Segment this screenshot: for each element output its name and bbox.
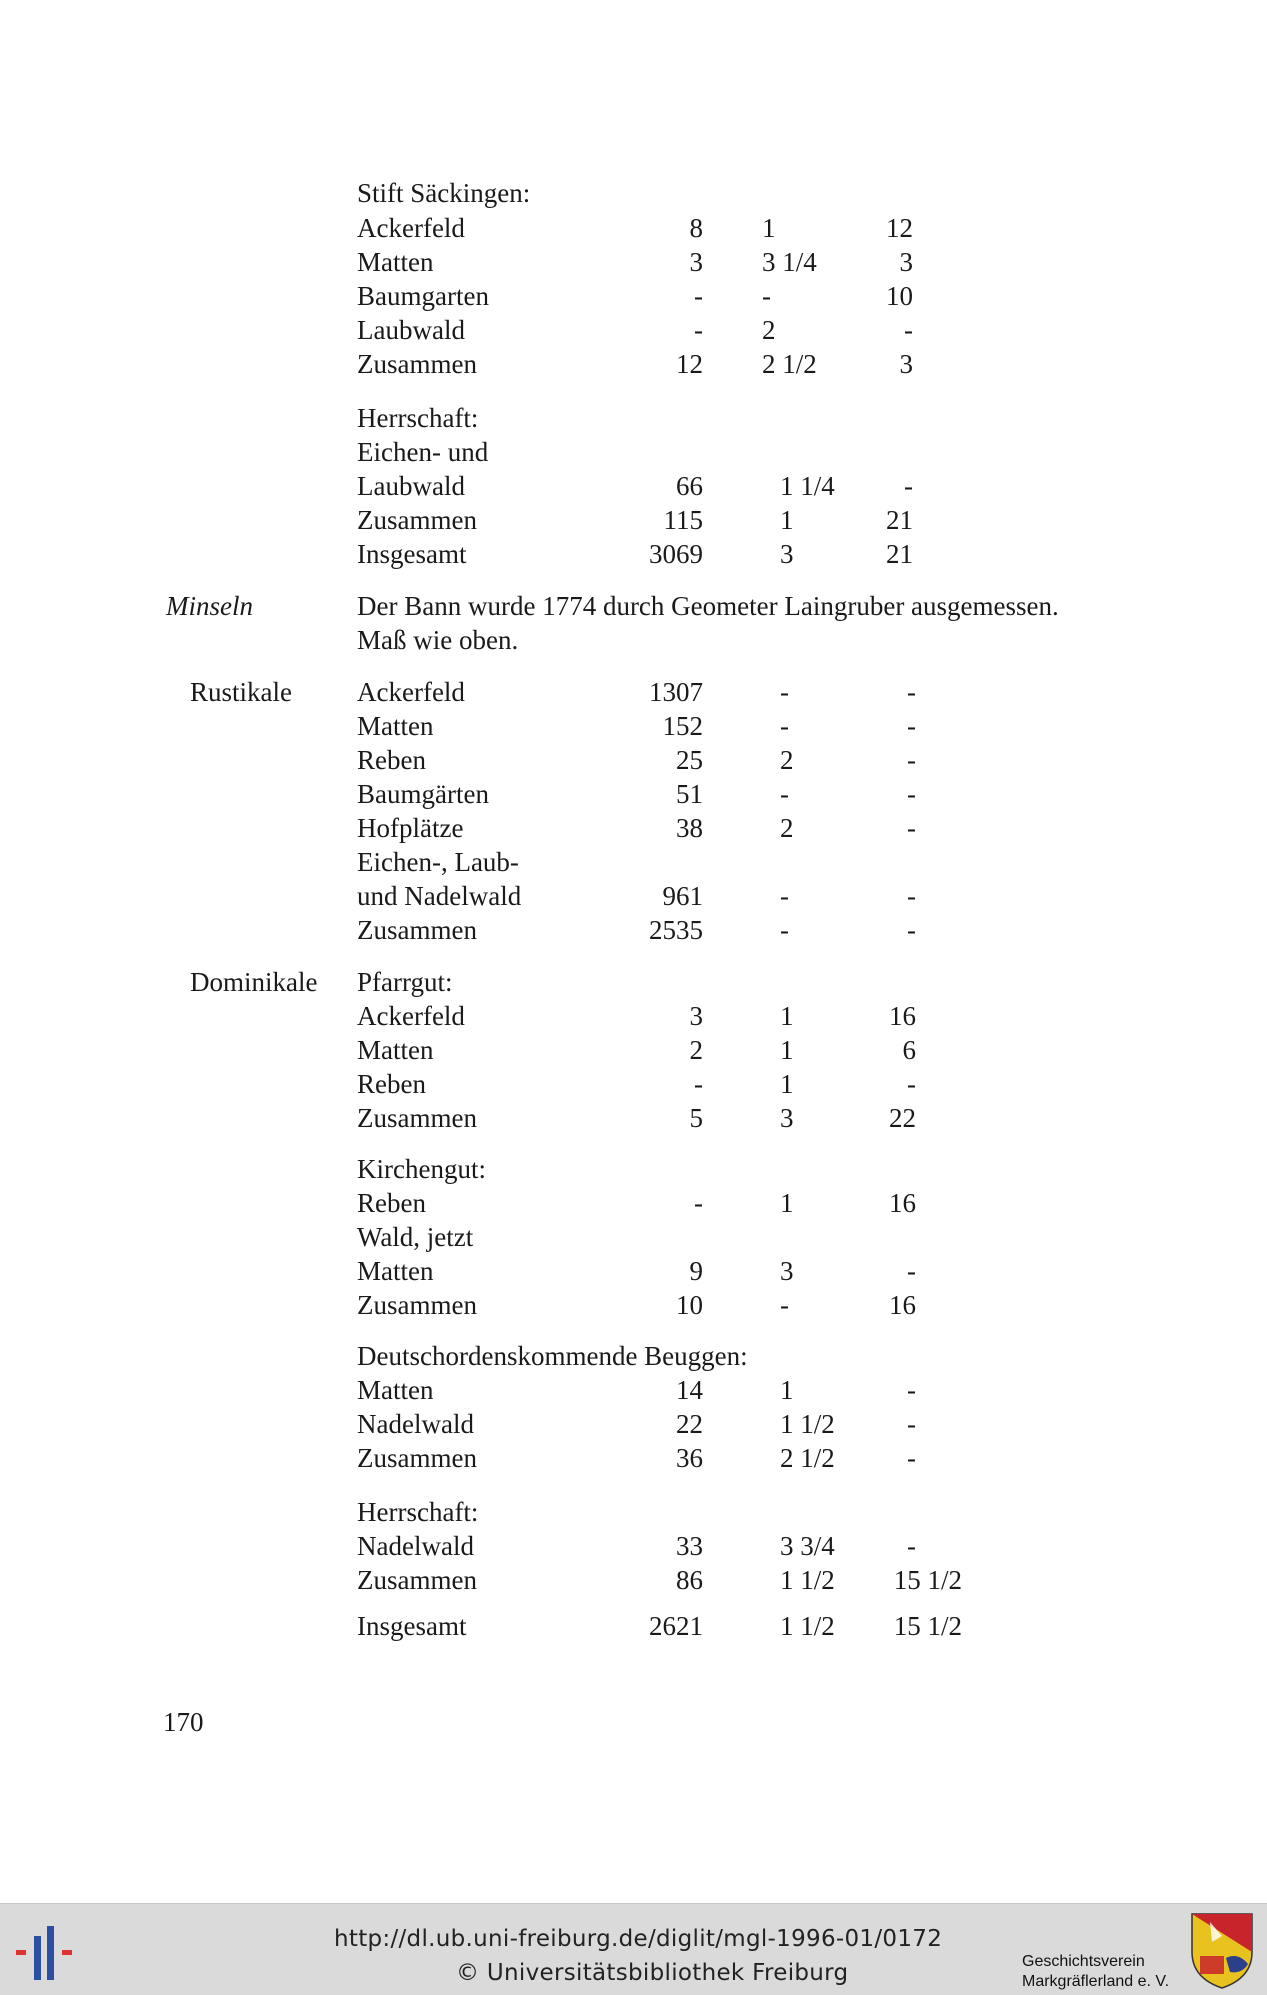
row-label: Zusammen	[357, 505, 477, 535]
copyright-text: © Universitätsbibliothek Freiburg	[456, 1960, 849, 1986]
value-col-2: -	[762, 281, 771, 311]
coat-of-arms-icon	[1190, 1912, 1254, 1990]
row-label: Eichen- und	[357, 437, 489, 467]
value-col-1: 9	[689, 1256, 703, 1286]
value-col-1: 38	[676, 813, 703, 843]
value-col-2: 2 1/2	[762, 349, 817, 379]
value-col-2: 1	[780, 505, 794, 535]
value-col-1: 12	[676, 349, 703, 379]
society-name	[1022, 1952, 1169, 1992]
row-label: Zusammen	[357, 1290, 477, 1320]
row-label: Baumgarten	[357, 281, 489, 311]
value-col-1: 86	[676, 1565, 703, 1595]
value-col-3: -	[907, 745, 916, 775]
row-label: Reben	[357, 1069, 426, 1099]
row-label: Insgesamt	[357, 1611, 467, 1641]
row-label: Matten	[357, 247, 434, 277]
row-label: Ackerfeld	[357, 677, 465, 707]
value-col-1: -	[694, 1069, 703, 1099]
value-col-1: 8	[689, 213, 703, 243]
row-label: Matten	[357, 1375, 434, 1405]
value-col-2: 1	[780, 1188, 794, 1218]
row-label: Stift Säckingen:	[357, 178, 531, 208]
value-col-3: 6	[902, 1035, 916, 1065]
ub-freiburg-logo-icon	[14, 1922, 74, 1982]
section-label: Rustikale	[190, 677, 292, 707]
value-col-3: -	[904, 315, 913, 345]
value-col-3: 22	[889, 1103, 916, 1133]
row-label: Matten	[357, 1035, 434, 1065]
value-col-1: 3	[689, 1001, 703, 1031]
value-col-3: -	[907, 779, 916, 809]
value-col-3: -	[907, 1409, 916, 1439]
value-col-1: 3	[689, 247, 703, 277]
row-label: Pfarrgut:	[357, 967, 453, 997]
row-label: Herrschaft:	[357, 403, 479, 433]
row-label: Zusammen	[357, 1565, 477, 1595]
value-col-3: -	[907, 1256, 916, 1286]
value-col-3: 10	[886, 281, 913, 311]
value-col-2: 1	[762, 213, 776, 243]
value-col-1: 25	[676, 745, 703, 775]
value-col-3: 21	[886, 505, 913, 535]
row-label: Herrschaft:	[357, 1497, 479, 1527]
value-col-1: 152	[662, 711, 703, 741]
value-col-1: 36	[676, 1443, 703, 1473]
value-col-3: -	[907, 881, 916, 911]
value-col-2: 1	[780, 1375, 794, 1405]
value-col-2: 1 1/2	[780, 1611, 835, 1641]
value-col-1: -	[694, 315, 703, 345]
value-col-1: 5	[689, 1103, 703, 1133]
value-col-3: 15 1/2	[893, 1611, 962, 1641]
value-col-2: 3	[780, 539, 794, 569]
value-col-3: 16	[889, 1001, 916, 1031]
row-label: Ackerfeld	[357, 213, 465, 243]
value-col-2: 3 3/4	[780, 1531, 835, 1561]
value-col-3: -	[907, 1531, 916, 1561]
row-label: Nadelwald	[357, 1409, 474, 1439]
row-label: Zusammen	[357, 915, 477, 945]
row-label: Eichen-, Laub-	[357, 847, 519, 877]
value-col-1: 14	[676, 1375, 703, 1405]
value-col-2: 1 1/4	[780, 471, 835, 501]
value-col-3: -	[907, 711, 916, 741]
row-label: Maß wie oben.	[357, 625, 519, 655]
row-label: Laubwald	[357, 315, 465, 345]
value-col-2: 1 1/2	[780, 1409, 835, 1439]
row-label: Kirchengut:	[357, 1154, 486, 1184]
value-col-2: 1 1/2	[780, 1565, 835, 1595]
value-col-1: 2621	[649, 1611, 703, 1641]
value-col-1: 961	[662, 881, 703, 911]
row-label: Zusammen	[357, 349, 477, 379]
value-col-1: 10	[676, 1290, 703, 1320]
value-col-2: -	[780, 779, 789, 809]
value-col-1: 1307	[649, 677, 703, 707]
value-col-2: 3 1/4	[762, 247, 817, 277]
value-col-1: 115	[663, 505, 703, 535]
value-col-3: -	[907, 1375, 916, 1405]
row-label: Reben	[357, 1188, 426, 1218]
row-label: Deutschordenskommende Beuggen:	[357, 1341, 748, 1371]
value-col-3: 15 1/2	[893, 1565, 962, 1595]
row-label: Zusammen	[357, 1443, 477, 1473]
value-col-2: -	[780, 711, 789, 741]
section-label: Minseln	[166, 591, 253, 621]
row-label: und Nadelwald	[357, 881, 522, 911]
value-col-3: -	[907, 1443, 916, 1473]
row-label: Nadelwald	[357, 1531, 474, 1561]
row-label: Zusammen	[357, 1103, 477, 1133]
value-col-3: 3	[899, 349, 913, 379]
value-col-1: 3069	[649, 539, 703, 569]
row-label: Insgesamt	[357, 539, 467, 569]
value-col-3: -	[907, 813, 916, 843]
row-label: Der Bann wurde 1774 durch Geometer Laingruber ausgemessen.	[357, 591, 1059, 621]
society-line-2: Markgräflerland e. V.	[1022, 1973, 1170, 1990]
value-col-1: 22	[676, 1409, 703, 1439]
row-label: Hofplätze	[357, 813, 464, 843]
society-line-1: Geschichtsverein	[1022, 1953, 1145, 1970]
row-label: Matten	[357, 1256, 434, 1286]
value-col-2: 1	[780, 1001, 794, 1031]
value-col-2: 3	[780, 1256, 794, 1286]
row-label: Matten	[357, 711, 434, 741]
value-col-1: 33	[676, 1531, 703, 1561]
value-col-2: 3	[780, 1103, 794, 1133]
value-col-3: -	[907, 677, 916, 707]
value-col-3: -	[907, 1069, 916, 1099]
value-col-2: 2 1/2	[780, 1443, 835, 1473]
row-label: Laubwald	[357, 471, 465, 501]
value-col-1: -	[694, 281, 703, 311]
value-col-2: 1	[780, 1035, 794, 1065]
page-number: 170	[163, 1707, 204, 1737]
value-col-3: 16	[889, 1290, 916, 1320]
value-col-3: 21	[886, 539, 913, 569]
row-label: Baumgärten	[357, 779, 489, 809]
row-label: Reben	[357, 745, 426, 775]
value-col-2: 2	[762, 315, 776, 345]
value-col-2: -	[780, 677, 789, 707]
value-col-2: -	[780, 881, 789, 911]
value-col-2: 2	[780, 813, 794, 843]
footer-bar	[0, 1903, 1267, 1995]
value-col-3: 16	[889, 1188, 916, 1218]
document-url-link[interactable]: http://dl.ub.uni-freiburg.de/diglit/mgl-1996-01/0172	[334, 1926, 943, 1952]
value-col-1: 2	[689, 1035, 703, 1065]
value-col-2: -	[780, 1290, 789, 1320]
value-col-3: 12	[886, 213, 913, 243]
row-label: Ackerfeld	[357, 1001, 465, 1031]
value-col-1: -	[694, 1188, 703, 1218]
value-col-1: 66	[676, 471, 703, 501]
value-col-2: 2	[780, 745, 794, 775]
value-col-3: -	[904, 471, 913, 501]
value-col-1: 51	[676, 779, 703, 809]
value-col-2: 1	[780, 1069, 794, 1099]
row-label: Wald, jetzt	[357, 1222, 474, 1252]
section-label: Dominikale	[190, 967, 318, 997]
value-col-3: 3	[899, 247, 913, 277]
value-col-1: 2535	[649, 915, 703, 945]
value-col-3: -	[907, 915, 916, 945]
value-col-2: -	[780, 915, 789, 945]
